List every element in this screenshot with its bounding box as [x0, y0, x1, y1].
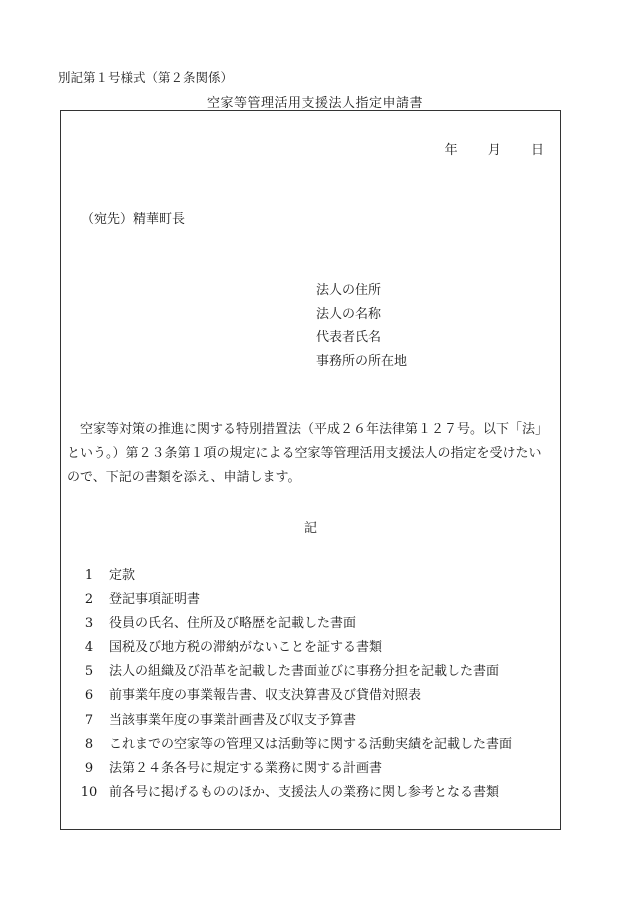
list-item-number: 2 [84, 592, 94, 608]
list-item-text: 法人の組織及び沿革を記載した書面並びに事務分担を記載した書面 [109, 664, 500, 680]
statement-line: 空家等対策の推進に関する特別措置法（平成２６年法律第１２７号。以下「法」 [67, 422, 549, 437]
list-item-number: 4 [84, 640, 94, 656]
ki-heading: 記 [303, 521, 317, 536]
date-line [419, 139, 544, 158]
document-title: 空家等管理活用支援法人指定申請書 [206, 96, 423, 111]
statement-line: という。）第２３条第１項の規定による空家等管理活用支援法人の指定を受けたい [67, 446, 542, 461]
list-item-text: 役員の氏名、住所及び略歴を記載した書面 [109, 616, 357, 632]
list-item-number: 6 [84, 688, 94, 704]
list-item [79, 588, 512, 612]
statement-line: ので、下記の書類を添え、申請します。 [67, 470, 301, 485]
list-item-text: 国税及び地方税の滞納がないことを証する書類 [109, 640, 383, 656]
date-month-label: 月 [487, 143, 501, 158]
list-item [79, 709, 512, 733]
addressee: （宛先）精華町長 [81, 212, 186, 227]
applicant-field-address: 法人の住所 [316, 283, 382, 298]
list-item-number: 8 [84, 736, 94, 752]
applicant-field-office-location: 事務所の所在地 [316, 353, 408, 369]
list-item [79, 660, 512, 684]
list-item [79, 612, 512, 636]
list-item [79, 684, 512, 708]
list-item-number: 10 [80, 784, 98, 800]
list-item [79, 733, 512, 757]
list-item-number: 9 [84, 760, 94, 776]
date-year-label: 年 [444, 143, 458, 158]
list-item [79, 564, 512, 588]
applicant-field-representative: 代表者氏名 [316, 330, 382, 345]
date-day-label: 日 [530, 143, 544, 158]
application-frame [60, 110, 561, 830]
list-item-text: これまでの空家等の管理又は活動等に関する活動実績を記載した書面 [109, 736, 513, 752]
applicant-field-name: 法人の名称 [316, 306, 382, 322]
attached-documents-list [79, 564, 512, 805]
list-item [79, 636, 512, 660]
list-item [79, 757, 512, 781]
list-item [79, 781, 512, 805]
list-item-number: 7 [84, 712, 94, 728]
applicant-fields [316, 279, 407, 373]
list-item-number: 3 [84, 616, 94, 632]
list-item-text: 定款 [109, 568, 136, 583]
list-item-text: 前各号に掲げるもののほか、支援法人の業務に関し参考となる書類 [109, 784, 500, 800]
list-item-number: 1 [84, 568, 94, 583]
list-item-text: 登記事項証明書 [109, 592, 201, 608]
list-item-text: 法第２４条各号に規定する業務に関する計画書 [109, 760, 383, 776]
application-statement [67, 418, 559, 490]
list-item-number: 5 [84, 664, 94, 680]
list-item-text: 当該事業年度の事業計画書及び収支予算書 [109, 712, 357, 728]
list-item-text: 前事業年度の事業報告書、収支決算書及び貸借対照表 [109, 688, 422, 704]
form-number: 別記第１号様式（第２条関係） [58, 70, 234, 85]
